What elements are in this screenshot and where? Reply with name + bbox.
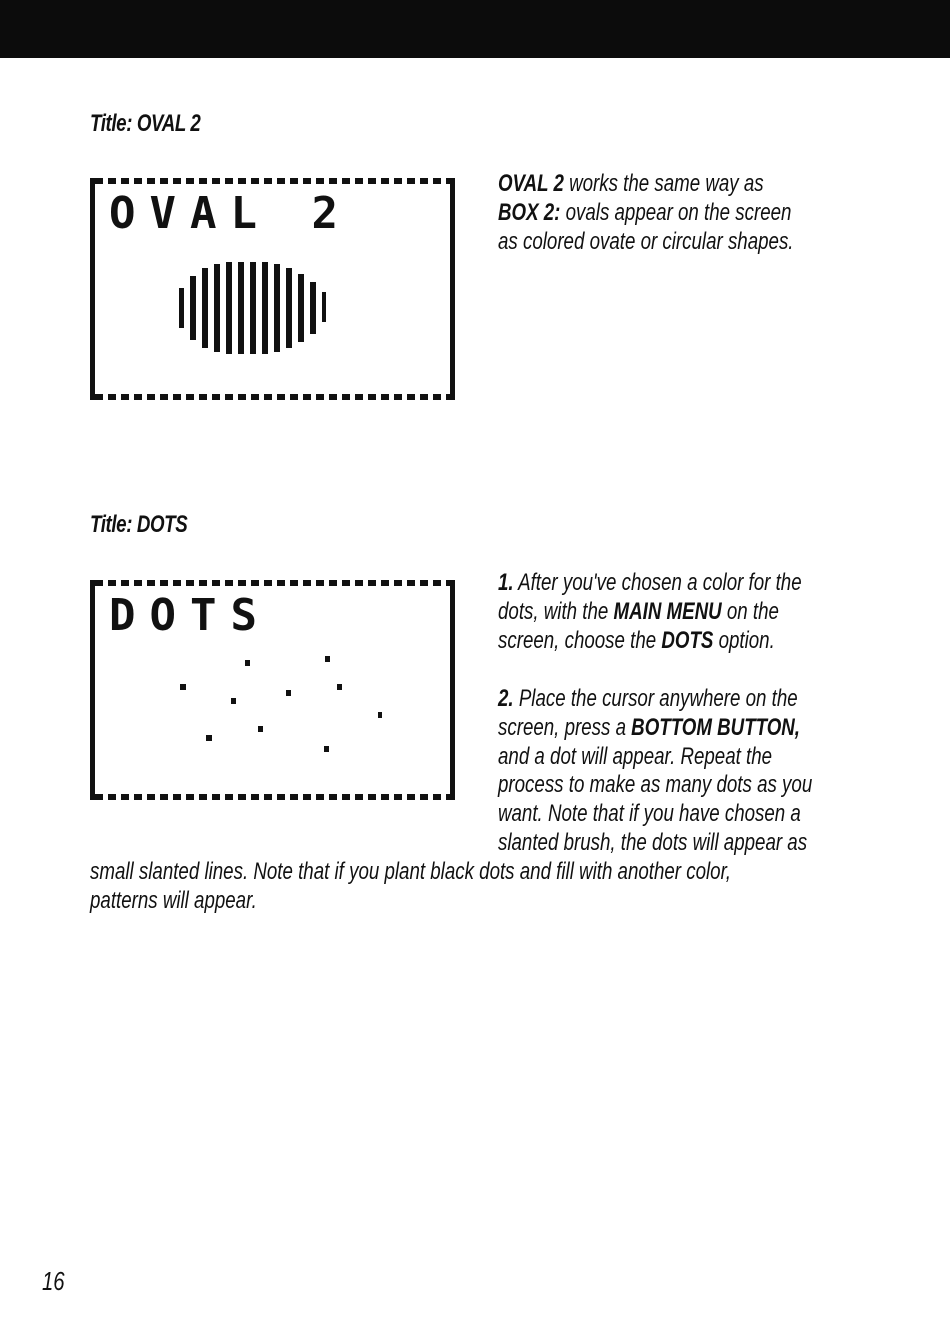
step-2-line-4: process to make as many dots as you xyxy=(498,771,813,799)
scattered-dots-graphic xyxy=(95,580,450,800)
dot xyxy=(180,684,186,690)
dot xyxy=(258,726,263,732)
step-1-line-2-pre: dots, with the xyxy=(498,597,614,625)
dot xyxy=(337,684,342,690)
step-2-line-2-pre: screen, press a xyxy=(498,713,632,741)
top-black-bar xyxy=(0,0,950,58)
step-1-line-3-pre: screen, choose the xyxy=(498,626,662,654)
oval-screen-illustration xyxy=(90,178,455,400)
dots-section-title: Title: DOTS xyxy=(90,511,188,538)
step-2-line-5: want. Note that if you have chosen a xyxy=(498,800,801,828)
dots-screen-title: DOTS xyxy=(109,590,271,641)
main-menu-term: MAIN MENU xyxy=(613,597,722,625)
oval-section-title: Title: OVAL 2 xyxy=(90,110,201,137)
page-number: 16 xyxy=(42,1266,65,1296)
oval-desc-text-3: as colored ovate or circular shapes. xyxy=(498,227,794,255)
dots-step-2-continued xyxy=(90,858,731,916)
oval-description xyxy=(498,170,794,256)
dot xyxy=(286,690,291,696)
dots-option-term: DOTS xyxy=(661,626,714,654)
step-2-line-7: small slanted lines. Note that if you plant black dots and fill with another color, xyxy=(90,858,731,885)
step-2-line-8: patterns will appear. xyxy=(90,886,257,914)
dot xyxy=(325,656,330,662)
step-2-line-1: Place the cursor anywhere on the xyxy=(513,685,798,712)
dot xyxy=(378,712,382,718)
dot xyxy=(324,746,329,752)
step-1-line-3-post: option. xyxy=(713,626,775,654)
oval-desc-bold-2: BOX 2: xyxy=(498,198,561,226)
dots-screen-illustration xyxy=(90,580,455,800)
dots-step-2 xyxy=(498,685,812,858)
oval-shape-graphic xyxy=(95,178,450,400)
step-2-line-3: and a dot will appear. Repeat the xyxy=(498,742,773,770)
dot xyxy=(206,735,212,741)
step-2-line-6: slanted brush, the dots will appear as xyxy=(498,828,808,856)
step-1-line-1: After you've chosen a color for the xyxy=(513,569,802,596)
bottom-button-term: BOTTOM BUTTON, xyxy=(631,713,801,741)
oval-desc-text-1: works the same way as xyxy=(563,170,764,197)
oval-desc-text-2: ovals appear on the screen xyxy=(560,198,792,226)
oval-screen-title: OVAL 2 xyxy=(109,188,352,239)
dots-step-1 xyxy=(498,569,802,655)
step-2-number: 2. xyxy=(498,685,514,712)
step-1-line-2-post: on the xyxy=(721,597,779,625)
dot xyxy=(231,698,236,704)
dot xyxy=(245,660,250,666)
step-1-number: 1. xyxy=(498,569,514,596)
oval-desc-bold-1: OVAL 2 xyxy=(498,170,564,197)
